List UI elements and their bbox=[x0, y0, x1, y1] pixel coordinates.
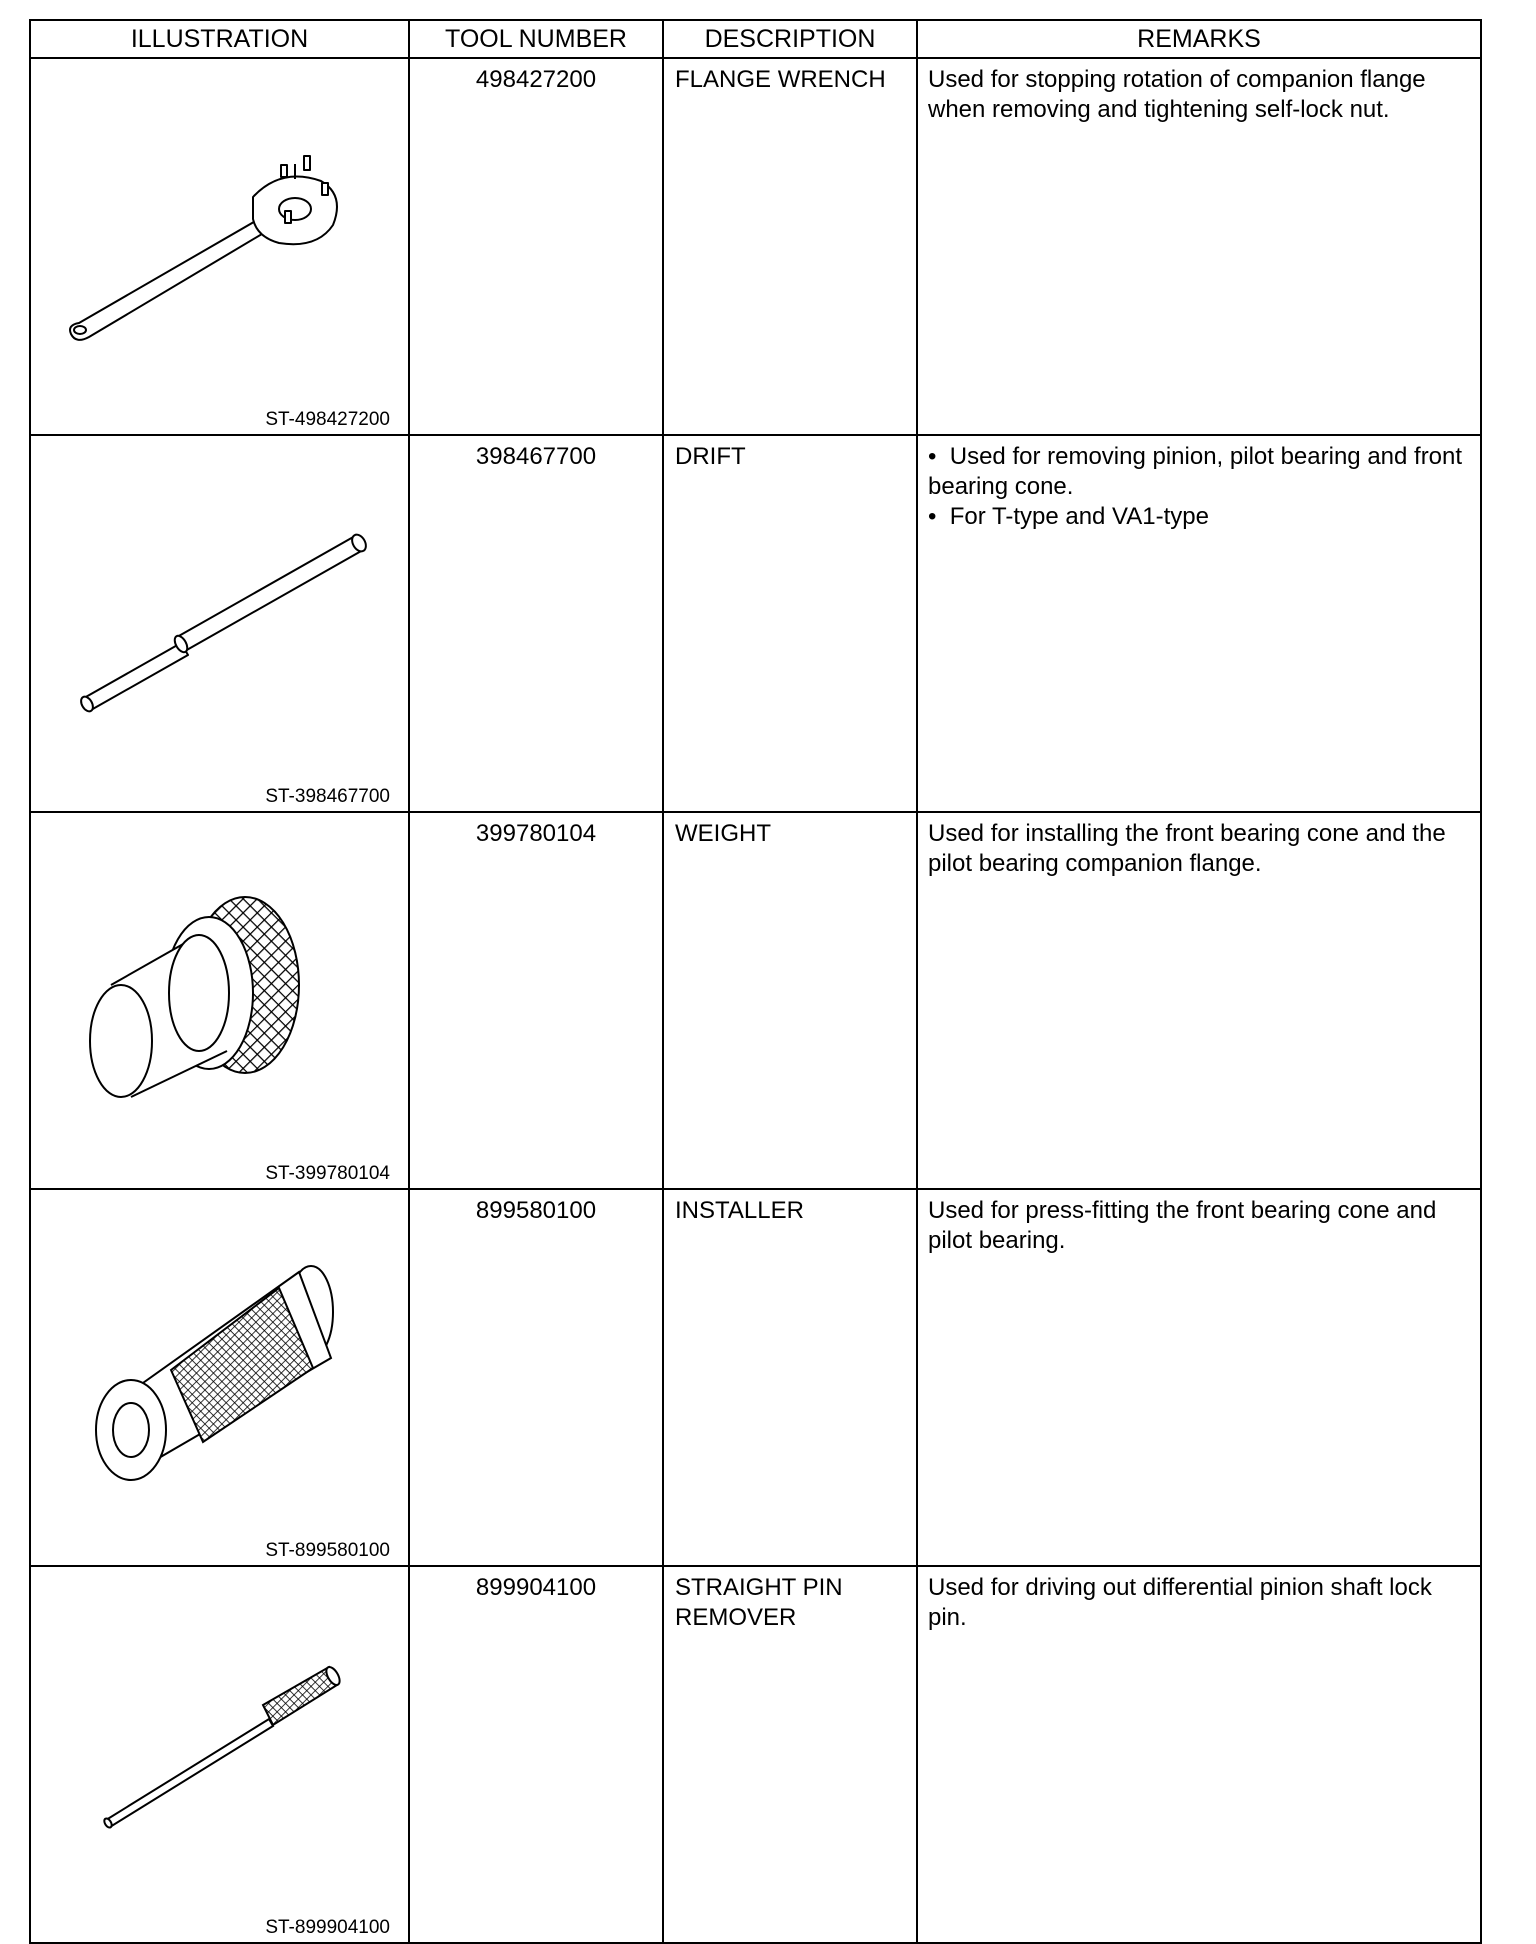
illustration-cell bbox=[30, 1189, 409, 1566]
illustration-label: ST-399780104 bbox=[265, 1163, 390, 1184]
weight-icon bbox=[31, 813, 410, 1182]
tool-number: 498427200 bbox=[409, 58, 663, 435]
tool-remarks: Used for press-fitting the front bearing cone and pilot bearing. bbox=[917, 1189, 1481, 1566]
tool-description: INSTALLER bbox=[663, 1189, 917, 1566]
illustration-label: ST-899580100 bbox=[265, 1540, 390, 1561]
table-row bbox=[30, 58, 1481, 435]
header-description: DESCRIPTION bbox=[663, 20, 917, 58]
special-tools-table bbox=[29, 19, 1482, 1944]
tool-description: FLANGE WRENCH bbox=[663, 58, 917, 435]
tool-remarks: Used for stopping rotation of companion flange when removing and tightening self-lock nut. bbox=[917, 58, 1481, 435]
drift-icon bbox=[31, 436, 410, 805]
remarks-list-item: • For T-type and VA1-type bbox=[928, 502, 1470, 532]
tool-number: 398467700 bbox=[409, 435, 663, 812]
illustration-label: ST-899904100 bbox=[265, 1917, 390, 1938]
tool-number: 899904100 bbox=[409, 1566, 663, 1943]
straight-pin-remover-icon bbox=[31, 1567, 410, 1936]
header-tool-number: TOOL NUMBER bbox=[409, 20, 663, 58]
tool-description: STRAIGHT PIN REMOVER bbox=[663, 1566, 917, 1943]
table-row bbox=[30, 812, 1481, 1189]
table-row bbox=[30, 435, 1481, 812]
header-illustration: ILLUSTRATION bbox=[30, 20, 409, 58]
tool-remarks: Used for driving out differential pinion shaft lock pin. bbox=[917, 1566, 1481, 1943]
illustration-cell bbox=[30, 812, 409, 1189]
tool-description: WEIGHT bbox=[663, 812, 917, 1189]
illustration-cell bbox=[30, 1566, 409, 1943]
illustration-cell bbox=[30, 435, 409, 812]
table-row bbox=[30, 1189, 1481, 1566]
illustration-label: ST-498427200 bbox=[265, 409, 390, 430]
tool-remarks bbox=[917, 435, 1481, 812]
tool-description: DRIFT bbox=[663, 435, 917, 812]
illustration-label: ST-398467700 bbox=[265, 786, 390, 807]
flange-wrench-icon bbox=[31, 59, 410, 428]
tool-remarks: Used for installing the front bearing cone and the pilot bearing companion flange. bbox=[917, 812, 1481, 1189]
tool-number: 899580100 bbox=[409, 1189, 663, 1566]
tool-number: 399780104 bbox=[409, 812, 663, 1189]
header-remarks: REMARKS bbox=[917, 20, 1481, 58]
remarks-list bbox=[928, 442, 1470, 532]
installer-icon bbox=[31, 1190, 410, 1559]
table-row bbox=[30, 1566, 1481, 1943]
remarks-list-item: • Used for removing pinion, pilot bearing and front bearing cone. bbox=[928, 442, 1470, 502]
table-header-row bbox=[30, 20, 1481, 58]
illustration-cell bbox=[30, 58, 409, 435]
